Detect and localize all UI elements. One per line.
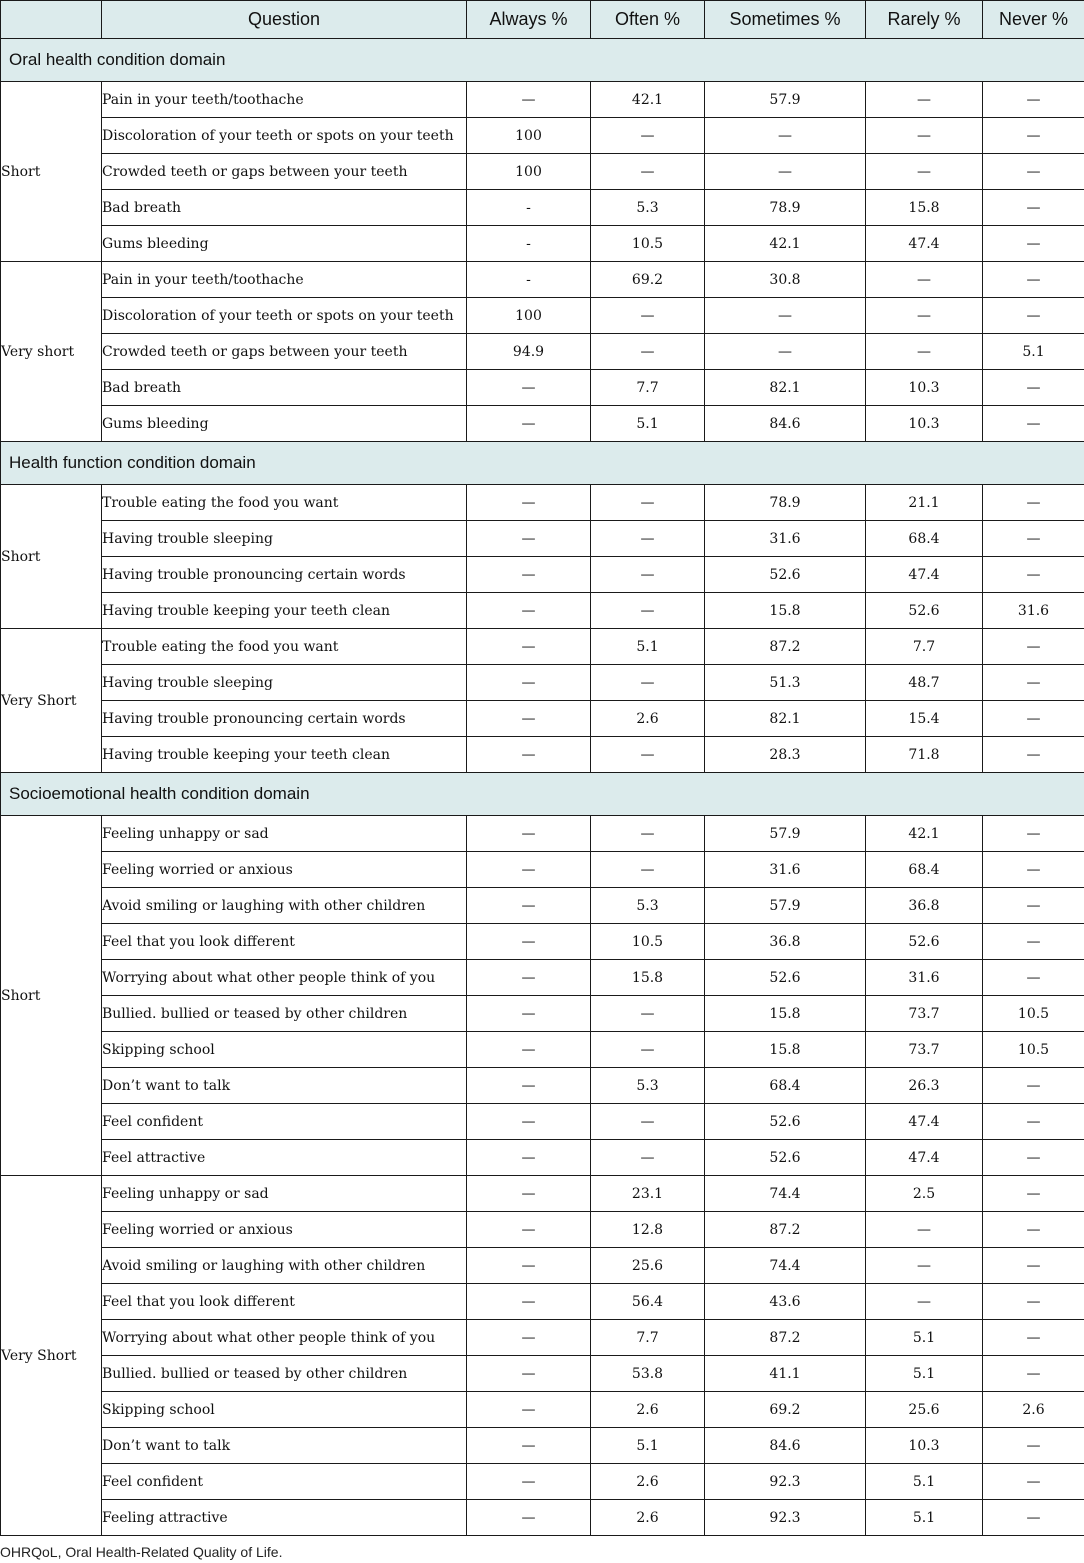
sometimes-percent-cell: 57.9 (705, 82, 866, 118)
often-percent-cell: — (591, 521, 705, 557)
always-percent-cell: — (467, 1284, 591, 1320)
table-row (1, 665, 1084, 701)
never-percent-cell: — (983, 1428, 1084, 1464)
sometimes-percent-cell: 51.3 (705, 665, 866, 701)
rarely-percent-cell: 15.4 (866, 701, 983, 737)
question-cell: Feeling unhappy or sad (102, 1176, 467, 1212)
question-cell: Don’t want to talk (102, 1428, 467, 1464)
always-percent-cell: — (467, 888, 591, 924)
group-label: Short (1, 485, 102, 629)
group-label: Very short (1, 262, 102, 442)
table-row (1, 1104, 1084, 1140)
never-percent-cell: — (983, 1104, 1084, 1140)
table-row (1, 960, 1084, 996)
question-cell: Having trouble pronouncing certain words (102, 557, 467, 593)
table-row (1, 298, 1084, 334)
sometimes-percent-cell: 52.6 (705, 557, 866, 593)
table-row (1, 1428, 1084, 1464)
rarely-percent-cell: 31.6 (866, 960, 983, 996)
never-percent-cell: — (983, 190, 1084, 226)
sometimes-percent-cell: — (705, 154, 866, 190)
table-body (1, 39, 1084, 1536)
often-percent-cell: 5.3 (591, 1068, 705, 1104)
table-row (1, 370, 1084, 406)
table-row (1, 1392, 1084, 1428)
always-percent-cell: — (467, 960, 591, 996)
often-percent-cell: 5.3 (591, 190, 705, 226)
question-cell: Pain in your teeth/toothache (102, 262, 467, 298)
rarely-percent-cell: — (866, 82, 983, 118)
often-percent-cell: — (591, 852, 705, 888)
sometimes-percent-cell: 52.6 (705, 1104, 866, 1140)
sometimes-percent-cell: 78.9 (705, 485, 866, 521)
often-percent-cell: — (591, 665, 705, 701)
question-cell: Having trouble sleeping (102, 521, 467, 557)
rarely-percent-cell: 5.1 (866, 1320, 983, 1356)
table-row (1, 1212, 1084, 1248)
rarely-percent-cell: 36.8 (866, 888, 983, 924)
sometimes-percent-cell: — (705, 298, 866, 334)
question-cell: Feel confident (102, 1104, 467, 1140)
never-percent-cell: — (983, 1464, 1084, 1500)
always-percent-cell: — (467, 924, 591, 960)
table-row (1, 334, 1084, 370)
table-row (1, 1248, 1084, 1284)
always-percent-cell: - (467, 226, 591, 262)
often-percent-cell: — (591, 593, 705, 629)
sometimes-percent-cell: 74.4 (705, 1176, 866, 1212)
always-percent-cell: — (467, 1320, 591, 1356)
often-percent-cell: — (591, 298, 705, 334)
rarely-percent-cell: 71.8 (866, 737, 983, 773)
table-row (1, 557, 1084, 593)
question-cell: Pain in your teeth/toothache (102, 82, 467, 118)
often-percent-cell: 10.5 (591, 226, 705, 262)
question-cell: Skipping school (102, 1032, 467, 1068)
always-percent-cell: - (467, 262, 591, 298)
table-row (1, 226, 1084, 262)
always-percent-cell: — (467, 557, 591, 593)
question-cell: Trouble eating the food you want (102, 485, 467, 521)
table-row (1, 1068, 1084, 1104)
question-cell: Feel attractive (102, 1140, 467, 1176)
often-percent-cell: — (591, 118, 705, 154)
rarely-percent-cell: 52.6 (866, 593, 983, 629)
never-percent-cell: — (983, 154, 1084, 190)
often-percent-cell: — (591, 737, 705, 773)
often-percent-cell: 56.4 (591, 1284, 705, 1320)
question-cell: Trouble eating the food you want (102, 629, 467, 665)
sometimes-percent-cell: 15.8 (705, 1032, 866, 1068)
always-percent-cell: 100 (467, 154, 591, 190)
always-percent-cell: — (467, 852, 591, 888)
always-percent-cell: — (467, 1500, 591, 1536)
always-percent-cell: — (467, 665, 591, 701)
question-cell: Feeling attractive (102, 1500, 467, 1536)
always-percent-cell: — (467, 1140, 591, 1176)
often-percent-cell: 42.1 (591, 82, 705, 118)
sometimes-percent-cell: 41.1 (705, 1356, 866, 1392)
question-cell: Having trouble keeping your teeth clean (102, 737, 467, 773)
header-always: Always % (467, 1, 591, 39)
table-row (1, 262, 1084, 298)
rarely-percent-cell: 73.7 (866, 996, 983, 1032)
question-cell: Discoloration of your teeth or spots on your teeth (102, 118, 467, 154)
group-label: Short (1, 82, 102, 262)
question-cell: Worrying about what other people think of you (102, 1320, 467, 1356)
table-row (1, 1032, 1084, 1068)
header-question: Question (102, 1, 467, 39)
always-percent-cell: 94.9 (467, 334, 591, 370)
always-percent-cell: — (467, 593, 591, 629)
rarely-percent-cell: — (866, 262, 983, 298)
often-percent-cell: 10.5 (591, 924, 705, 960)
question-cell: Feel confident (102, 1464, 467, 1500)
never-percent-cell: 10.5 (983, 996, 1084, 1032)
sometimes-percent-cell: 82.1 (705, 370, 866, 406)
rarely-percent-cell: 2.5 (866, 1176, 983, 1212)
sometimes-percent-cell: 68.4 (705, 1068, 866, 1104)
never-percent-cell: — (983, 1140, 1084, 1176)
question-cell: Don’t want to talk (102, 1068, 467, 1104)
never-percent-cell: — (983, 1284, 1084, 1320)
often-percent-cell: — (591, 557, 705, 593)
rarely-percent-cell: 47.4 (866, 1104, 983, 1140)
never-percent-cell: — (983, 1176, 1084, 1212)
always-percent-cell: — (467, 1464, 591, 1500)
often-percent-cell: 2.6 (591, 1392, 705, 1428)
table-row (1, 1176, 1084, 1212)
never-percent-cell: 31.6 (983, 593, 1084, 629)
sometimes-percent-cell: 74.4 (705, 1248, 866, 1284)
often-percent-cell: 12.8 (591, 1212, 705, 1248)
often-percent-cell: — (591, 1140, 705, 1176)
rarely-percent-cell: 47.4 (866, 557, 983, 593)
always-percent-cell: — (467, 629, 591, 665)
table-row (1, 1284, 1084, 1320)
sometimes-percent-cell: 15.8 (705, 593, 866, 629)
question-cell: Discoloration of your teeth or spots on your teeth (102, 298, 467, 334)
question-cell: Having trouble keeping your teeth clean (102, 593, 467, 629)
always-percent-cell: — (467, 1248, 591, 1284)
never-percent-cell: — (983, 521, 1084, 557)
often-percent-cell: 25.6 (591, 1248, 705, 1284)
often-percent-cell: 23.1 (591, 1176, 705, 1212)
rarely-percent-cell: 26.3 (866, 1068, 983, 1104)
rarely-percent-cell: — (866, 1284, 983, 1320)
table-row (1, 118, 1084, 154)
table-row (1, 996, 1084, 1032)
domain-title: Health function condition domain (1, 442, 1084, 485)
sometimes-percent-cell: 84.6 (705, 1428, 866, 1464)
often-percent-cell: — (591, 485, 705, 521)
question-cell: Feeling worried or anxious (102, 852, 467, 888)
often-percent-cell: 2.6 (591, 1500, 705, 1536)
sometimes-percent-cell: 15.8 (705, 996, 866, 1032)
rarely-percent-cell: — (866, 298, 983, 334)
table-row (1, 924, 1084, 960)
header-sometimes: Sometimes % (705, 1, 866, 39)
sometimes-percent-cell: 84.6 (705, 406, 866, 442)
always-percent-cell: — (467, 485, 591, 521)
never-percent-cell: — (983, 118, 1084, 154)
sometimes-percent-cell: 69.2 (705, 1392, 866, 1428)
rarely-percent-cell: 48.7 (866, 665, 983, 701)
question-cell: Feeling unhappy or sad (102, 816, 467, 852)
sometimes-percent-cell: 43.6 (705, 1284, 866, 1320)
often-percent-cell: 5.1 (591, 406, 705, 442)
table-row (1, 1464, 1084, 1500)
table-row (1, 629, 1084, 665)
domain-row (1, 39, 1084, 82)
rarely-percent-cell: — (866, 118, 983, 154)
never-percent-cell: — (983, 888, 1084, 924)
rarely-percent-cell: — (866, 154, 983, 190)
never-percent-cell: 5.1 (983, 334, 1084, 370)
rarely-percent-cell: 47.4 (866, 1140, 983, 1176)
question-cell: Avoid smiling or laughing with other children (102, 888, 467, 924)
always-percent-cell: — (467, 1428, 591, 1464)
domain-row (1, 442, 1084, 485)
often-percent-cell: — (591, 1104, 705, 1140)
sometimes-percent-cell: 57.9 (705, 816, 866, 852)
question-cell: Gums bleeding (102, 406, 467, 442)
often-percent-cell: 7.7 (591, 1320, 705, 1356)
rarely-percent-cell: 52.6 (866, 924, 983, 960)
rarely-percent-cell: 10.3 (866, 370, 983, 406)
always-percent-cell: — (467, 816, 591, 852)
question-cell: Gums bleeding (102, 226, 467, 262)
always-percent-cell: — (467, 1212, 591, 1248)
sometimes-percent-cell: 57.9 (705, 888, 866, 924)
never-percent-cell: — (983, 629, 1084, 665)
sometimes-percent-cell: 92.3 (705, 1500, 866, 1536)
header-never: Never % (983, 1, 1084, 39)
always-percent-cell: — (467, 996, 591, 1032)
question-cell: Bad breath (102, 190, 467, 226)
never-percent-cell: — (983, 262, 1084, 298)
table-row (1, 154, 1084, 190)
never-percent-cell: — (983, 701, 1084, 737)
table-row (1, 1500, 1084, 1536)
domain-title: Oral health condition domain (1, 39, 1084, 82)
never-percent-cell: — (983, 406, 1084, 442)
never-percent-cell: — (983, 226, 1084, 262)
question-cell: Crowded teeth or gaps between your teeth (102, 154, 467, 190)
often-percent-cell: — (591, 996, 705, 1032)
rarely-percent-cell: 68.4 (866, 521, 983, 557)
never-percent-cell: — (983, 485, 1084, 521)
rarely-percent-cell: — (866, 1248, 983, 1284)
rarely-percent-cell: 5.1 (866, 1356, 983, 1392)
always-percent-cell: — (467, 82, 591, 118)
question-cell: Avoid smiling or laughing with other children (102, 1248, 467, 1284)
question-cell: Having trouble sleeping (102, 665, 467, 701)
question-cell: Feeling worried or anxious (102, 1212, 467, 1248)
rarely-percent-cell: — (866, 334, 983, 370)
always-percent-cell: 100 (467, 298, 591, 334)
group-label: Very Short (1, 1176, 102, 1536)
often-percent-cell: 15.8 (591, 960, 705, 996)
table-row (1, 82, 1084, 118)
often-percent-cell: 2.6 (591, 1464, 705, 1500)
sometimes-percent-cell: 52.6 (705, 1140, 866, 1176)
always-percent-cell: — (467, 521, 591, 557)
often-percent-cell: 53.8 (591, 1356, 705, 1392)
sometimes-percent-cell: 28.3 (705, 737, 866, 773)
rarely-percent-cell: 68.4 (866, 852, 983, 888)
sometimes-percent-cell: 31.6 (705, 852, 866, 888)
rarely-percent-cell: 42.1 (866, 816, 983, 852)
rarely-percent-cell: — (866, 1212, 983, 1248)
rarely-percent-cell: 10.3 (866, 1428, 983, 1464)
sometimes-percent-cell: 31.6 (705, 521, 866, 557)
sometimes-percent-cell: — (705, 334, 866, 370)
table-footnote: OHRQoL, Oral Health-Related Quality of Life. (0, 1544, 283, 1560)
often-percent-cell: — (591, 816, 705, 852)
often-percent-cell: — (591, 154, 705, 190)
group-label: Very Short (1, 629, 102, 773)
table-row (1, 737, 1084, 773)
table-row (1, 1320, 1084, 1356)
table-row (1, 593, 1084, 629)
never-percent-cell: — (983, 82, 1084, 118)
often-percent-cell: 7.7 (591, 370, 705, 406)
header-often: Often % (591, 1, 705, 39)
often-percent-cell: 5.1 (591, 629, 705, 665)
question-cell: Bad breath (102, 370, 467, 406)
never-percent-cell: 10.5 (983, 1032, 1084, 1068)
never-percent-cell: — (983, 298, 1084, 334)
rarely-percent-cell: 47.4 (866, 226, 983, 262)
question-cell: Bullied. bullied or teased by other children (102, 1356, 467, 1392)
never-percent-cell: — (983, 1212, 1084, 1248)
often-percent-cell: 5.3 (591, 888, 705, 924)
sometimes-percent-cell: 42.1 (705, 226, 866, 262)
never-percent-cell: — (983, 960, 1084, 996)
never-percent-cell: — (983, 1248, 1084, 1284)
table-header (1, 1, 1084, 39)
often-percent-cell: 69.2 (591, 262, 705, 298)
always-percent-cell: — (467, 1104, 591, 1140)
rarely-percent-cell: 7.7 (866, 629, 983, 665)
rarely-percent-cell: 5.1 (866, 1464, 983, 1500)
table-row (1, 816, 1084, 852)
rarely-percent-cell: 5.1 (866, 1500, 983, 1536)
sometimes-percent-cell: 87.2 (705, 1212, 866, 1248)
never-percent-cell: — (983, 370, 1084, 406)
often-percent-cell: 2.6 (591, 701, 705, 737)
always-percent-cell: 100 (467, 118, 591, 154)
header-rarely: Rarely % (866, 1, 983, 39)
sometimes-percent-cell: 78.9 (705, 190, 866, 226)
never-percent-cell: — (983, 1500, 1084, 1536)
group-label: Short (1, 816, 102, 1176)
table-row (1, 485, 1084, 521)
rarely-percent-cell: 15.8 (866, 190, 983, 226)
never-percent-cell: — (983, 665, 1084, 701)
question-cell: Feel that you look different (102, 1284, 467, 1320)
question-cell: Bullied. bullied or teased by other children (102, 996, 467, 1032)
always-percent-cell: - (467, 190, 591, 226)
never-percent-cell: — (983, 1068, 1084, 1104)
rarely-percent-cell: 25.6 (866, 1392, 983, 1428)
always-percent-cell: — (467, 1176, 591, 1212)
often-percent-cell: — (591, 1032, 705, 1068)
rarely-percent-cell: 10.3 (866, 406, 983, 442)
always-percent-cell: — (467, 1032, 591, 1068)
table-row (1, 406, 1084, 442)
always-percent-cell: — (467, 1356, 591, 1392)
always-percent-cell: — (467, 1392, 591, 1428)
table-row (1, 190, 1084, 226)
question-cell: Feel that you look different (102, 924, 467, 960)
never-percent-cell: — (983, 852, 1084, 888)
table-row (1, 521, 1084, 557)
question-cell: Having trouble pronouncing certain words (102, 701, 467, 737)
never-percent-cell: — (983, 1320, 1084, 1356)
always-percent-cell: — (467, 406, 591, 442)
sometimes-percent-cell: 87.2 (705, 1320, 866, 1356)
question-cell: Worrying about what other people think of you (102, 960, 467, 996)
sometimes-percent-cell: 52.6 (705, 960, 866, 996)
never-percent-cell: — (983, 557, 1084, 593)
table-row (1, 888, 1084, 924)
table-row (1, 1140, 1084, 1176)
rarely-percent-cell: 73.7 (866, 1032, 983, 1068)
sometimes-percent-cell: 30.8 (705, 262, 866, 298)
table-row (1, 701, 1084, 737)
header-group (1, 1, 102, 39)
rarely-percent-cell: 21.1 (866, 485, 983, 521)
always-percent-cell: — (467, 701, 591, 737)
sometimes-percent-cell: 92.3 (705, 1464, 866, 1500)
sometimes-percent-cell: — (705, 118, 866, 154)
often-percent-cell: — (591, 334, 705, 370)
always-percent-cell: — (467, 370, 591, 406)
table-row (1, 1356, 1084, 1392)
never-percent-cell: — (983, 924, 1084, 960)
sometimes-percent-cell: 36.8 (705, 924, 866, 960)
question-cell: Skipping school (102, 1392, 467, 1428)
always-percent-cell: — (467, 1068, 591, 1104)
table-row (1, 852, 1084, 888)
always-percent-cell: — (467, 737, 591, 773)
often-percent-cell: 5.1 (591, 1428, 705, 1464)
never-percent-cell: — (983, 737, 1084, 773)
domain-row (1, 773, 1084, 816)
sometimes-percent-cell: 87.2 (705, 629, 866, 665)
question-cell: Crowded teeth or gaps between your teeth (102, 334, 467, 370)
never-percent-cell: — (983, 1356, 1084, 1392)
domain-title: Socioemotional health condition domain (1, 773, 1084, 816)
sometimes-percent-cell: 82.1 (705, 701, 866, 737)
never-percent-cell: — (983, 816, 1084, 852)
never-percent-cell: 2.6 (983, 1392, 1084, 1428)
